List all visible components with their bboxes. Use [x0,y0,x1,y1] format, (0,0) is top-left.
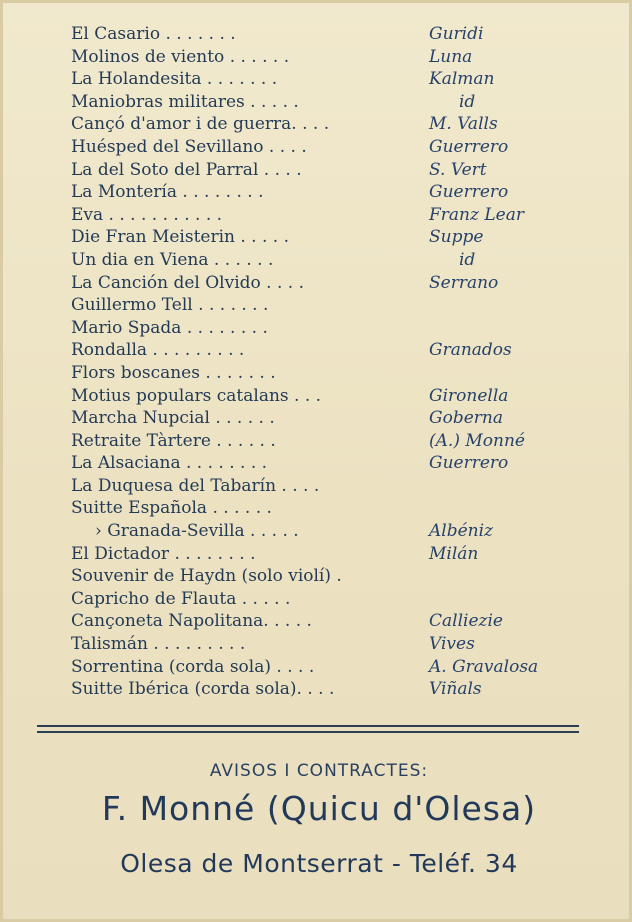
program-row [3,543,632,566]
piece-author: S. Vert [429,159,487,180]
piece-title: Sorrentina (corda sola) . . . . [71,656,315,677]
piece-author: Granados [429,340,512,361]
piece-title: Huésped del Sevillano . . . . [71,136,307,157]
program-row [3,294,632,317]
piece-author: Suppe [429,227,484,248]
program-row [3,430,632,453]
program-row [3,452,632,475]
piece-author: Kalman [429,69,495,90]
program-row [3,520,632,543]
program-row [3,136,632,159]
piece-title: Retraite Tàrtere . . . . . . [71,430,276,451]
piece-title: El Casario . . . . . . . [71,24,236,44]
program-row [3,497,632,520]
piece-author: Goberna [429,408,503,429]
piece-title: La Alsaciana . . . . . . . . [71,453,268,474]
piece-title: Souvenir de Haydn (solo violí) . [71,566,342,587]
piece-title: Molinos de viento . . . . . . [71,46,290,67]
program-row [3,272,632,295]
piece-title: Suitte Ibérica (corda sola). . . . [71,679,335,700]
piece-author: Vives [429,634,475,655]
program-row [3,113,632,136]
piece-author: Serrano [429,272,499,293]
program-row [3,204,632,227]
program-row [3,565,632,588]
piece-title: La Montería . . . . . . . . [71,182,264,203]
firm-address: Olesa de Montserrat - Teléf. 34 [120,849,518,878]
piece-author: Guerrero [429,453,509,474]
piece-title: Talismán . . . . . . . . . [71,634,246,655]
piece-title: Capricho de Flauta . . . . . [71,588,291,609]
piece-title: La Holandesita . . . . . . . [71,69,278,90]
piece-title: Mario Spada . . . . . . . . [71,317,268,338]
divider-rule-top [37,725,579,727]
program-row [3,91,632,114]
program-row [3,226,632,249]
piece-author: (A.) Monné [429,430,525,451]
program-row [3,181,632,204]
piece-title: Guillermo Tell . . . . . . . [71,295,269,316]
piece-author: Albéniz [429,521,493,542]
piece-author: id [459,91,476,112]
piece-title: Maniobras militares . . . . . [71,91,299,112]
piece-title: Suitte Española . . . . . . [71,498,272,519]
piece-title: La Canción del Olvido . . . . [71,272,305,293]
piece-author: Calliezie [429,611,503,632]
program-row [3,249,632,272]
piece-author: Guerrero [429,136,509,157]
program-row [3,610,632,633]
program-row [3,407,632,430]
program-row [3,46,632,69]
program-row [3,159,632,182]
piece-title: Cançoneta Napolitana. . . . . [71,611,312,632]
piece-author: Luna [429,46,473,67]
program-row [3,633,632,656]
program-row [3,475,632,498]
program-row [3,362,632,385]
program-row [3,339,632,362]
piece-title: Eva . . . . . . . . . . . [71,204,223,225]
piece-title: La del Soto del Parral . . . . [71,159,302,180]
divider-rule-bottom [37,731,579,733]
avisos-heading: AVISOS I CONTRACTES: [209,761,429,781]
piece-title: El Dictador . . . . . . . . [71,543,256,564]
program-row [3,385,632,408]
piece-author: Milán [429,543,479,564]
piece-author: Franz Lear [429,204,524,225]
piece-title: › Granada-Sevilla . . . . . [95,521,299,542]
piece-author: Viñals [429,679,482,700]
piece-title: Marcha Nupcial . . . . . . [71,408,275,429]
program-row [3,68,632,91]
program-row [3,317,632,340]
program-row [3,588,632,611]
piece-author: id [459,249,476,270]
program-row [3,23,632,46]
piece-title: Flors boscanes . . . . . . . [71,362,276,383]
piece-title: Die Fran Meisterin . . . . . [71,227,290,248]
piece-title: Cançó d'amor i de guerra. . . . [71,114,330,135]
piece-author: Guridi [429,24,484,44]
piece-title: Un dia en Viena . . . . . . [71,249,274,270]
piece-author: M. Valls [429,114,498,135]
piece-title: Motius populars catalans . . . [71,385,322,406]
piece-author: A. Gravalosa [429,656,539,677]
program-row [3,678,632,701]
program-row [3,656,632,679]
piece-title: La Duquesa del Tabarín . . . . [71,475,320,496]
piece-title: Rondalla . . . . . . . . . [71,340,245,361]
piece-author: Guerrero [429,182,509,203]
program-list [3,23,632,701]
piece-author: Gironella [429,385,509,406]
firm-name: F. Monné (Quicu d'Olesa) [101,789,537,828]
